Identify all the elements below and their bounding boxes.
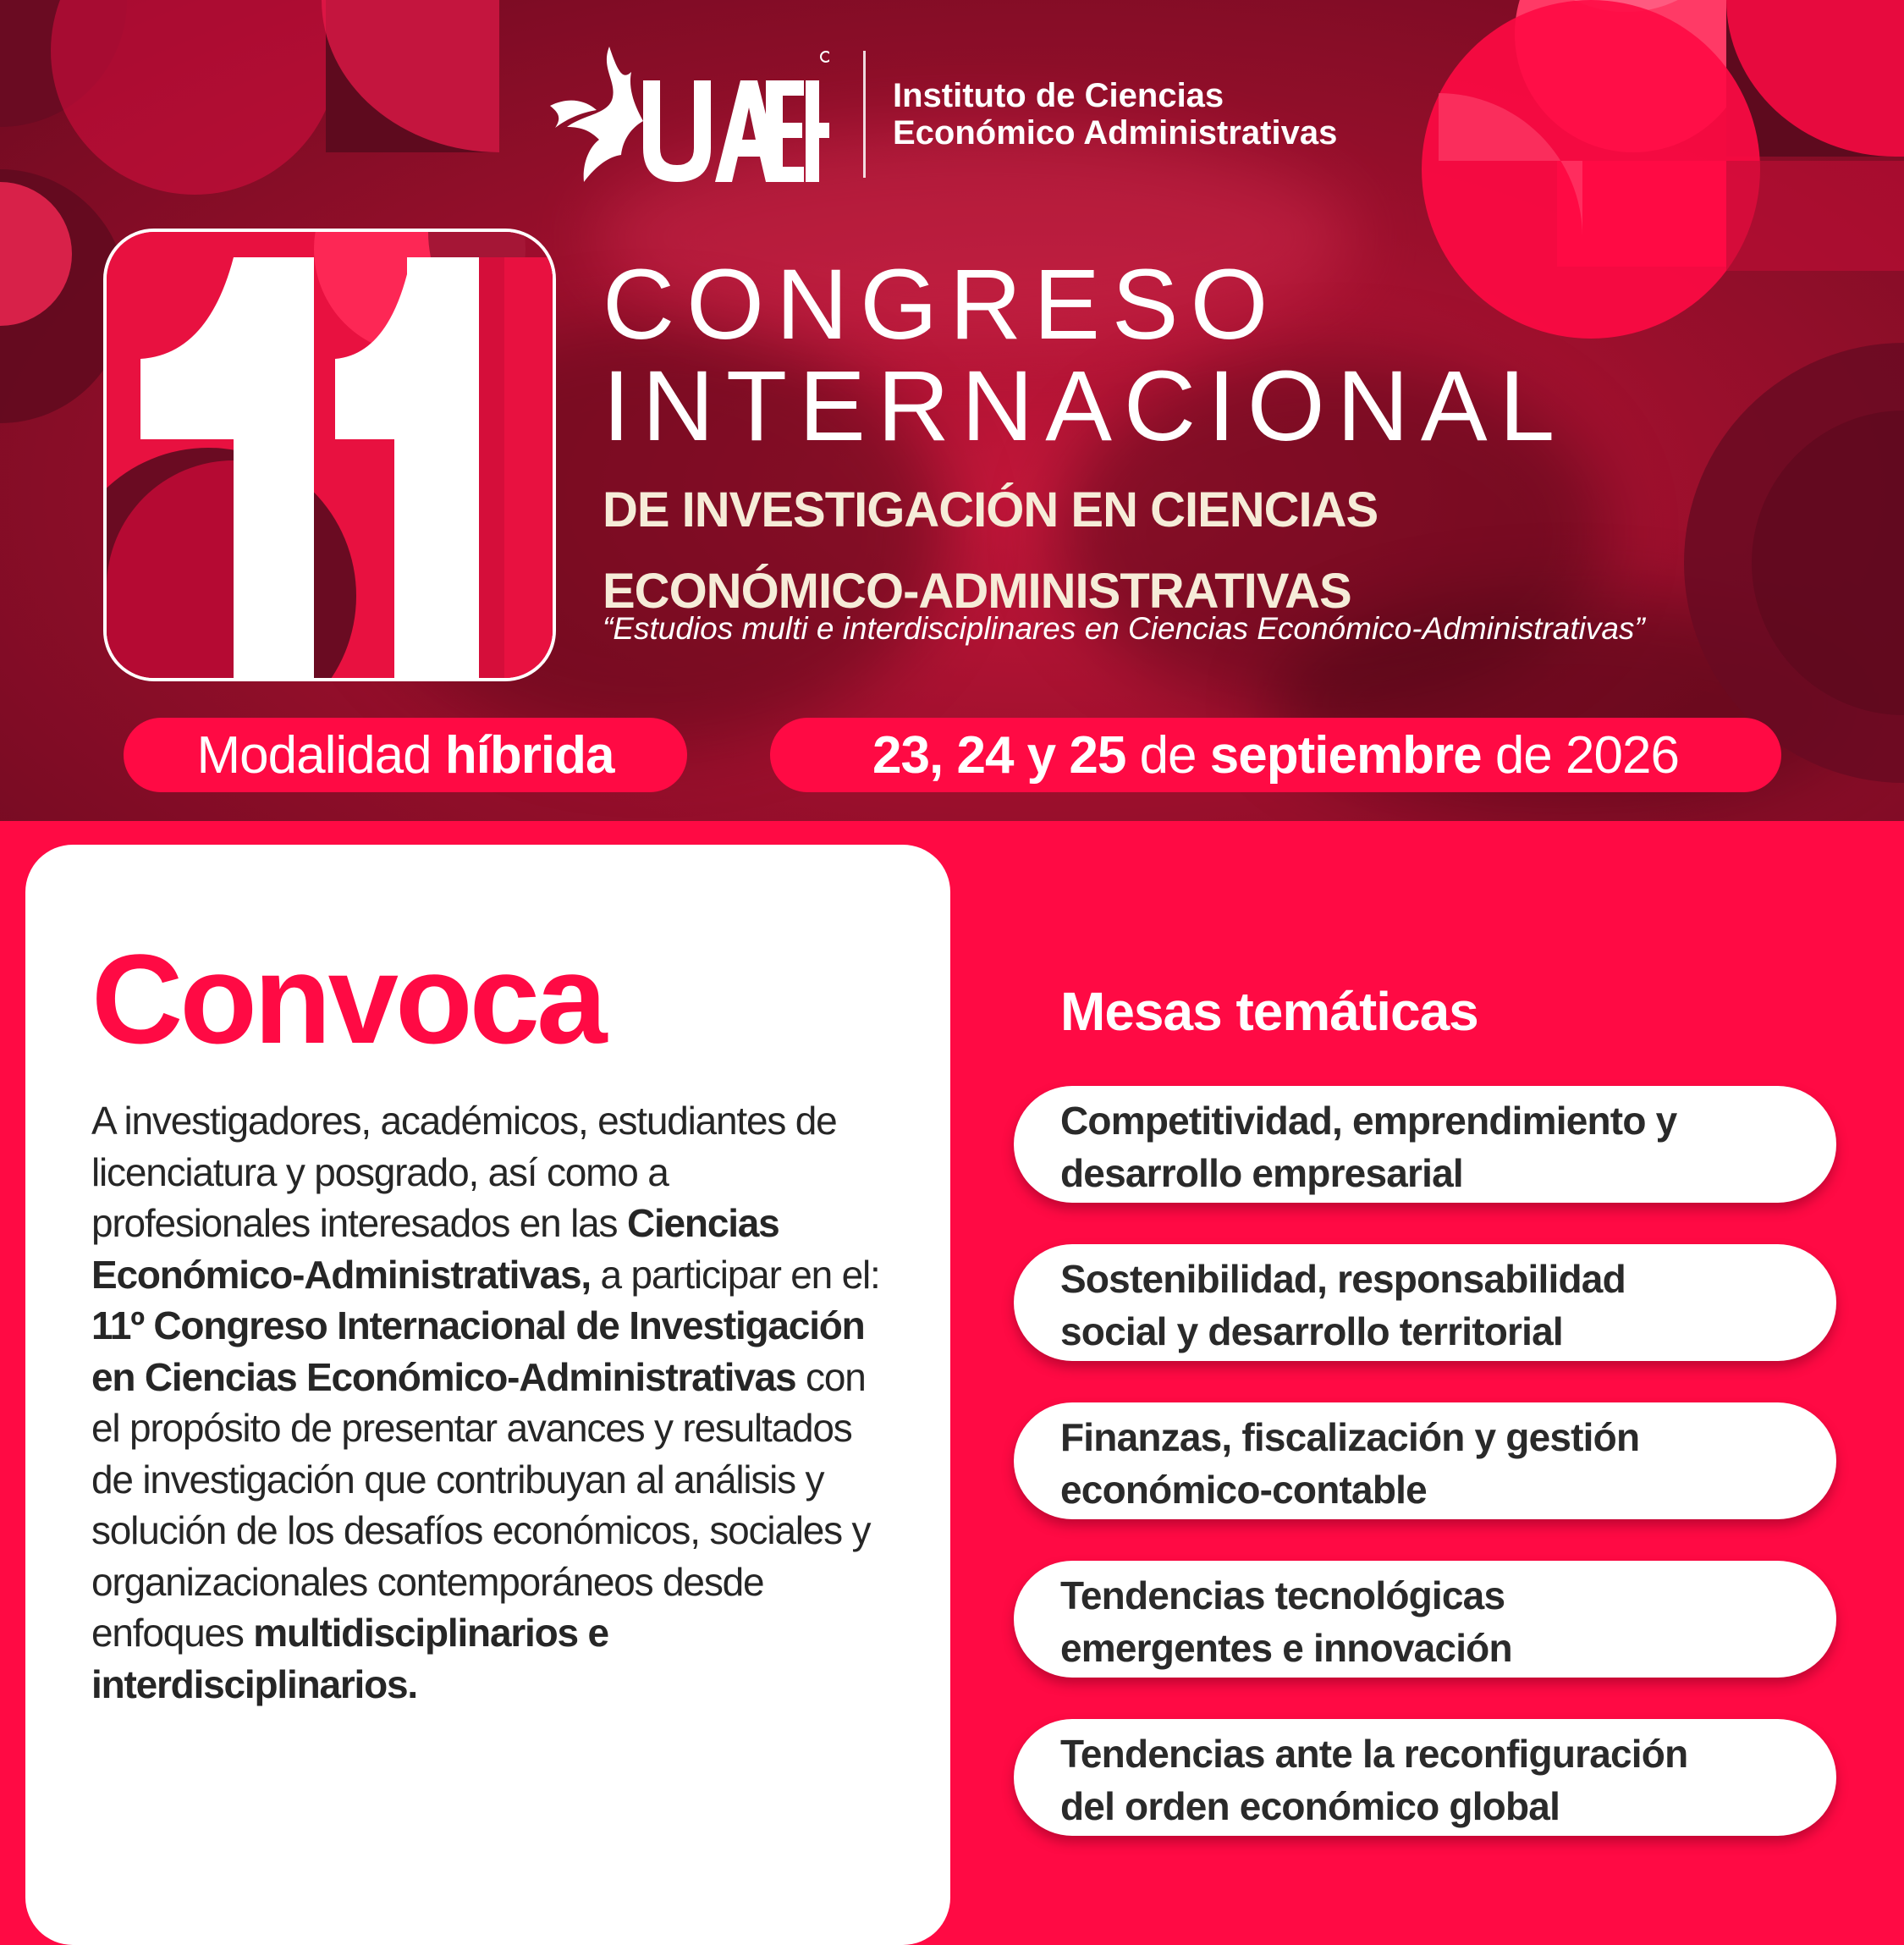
- modality-pill: [124, 718, 687, 792]
- institute-name: [893, 77, 1337, 152]
- logo-divider: [863, 51, 866, 178]
- modality-prefix: Modalidad: [196, 725, 432, 785]
- modality-value: híbrida: [444, 725, 614, 785]
- convoca-highlight: Ciencias Económico-Administrativas,: [91, 1201, 779, 1297]
- hero-banner: [0, 0, 1904, 821]
- header-logo-row: [550, 47, 1337, 182]
- edition-number-badge: [103, 229, 556, 681]
- institute-name-line2: Económico Administrativas: [893, 114, 1338, 152]
- thematic-table-label: Sostenibilidad, responsabilidad social y desarrollo territorial: [1060, 1257, 1626, 1353]
- institute-name-line1: Instituto de Ciencias: [893, 77, 1224, 114]
- date-month: septiembre: [1209, 725, 1482, 785]
- congress-subtitle: [603, 470, 1378, 632]
- uaeh-logo-icon: [550, 47, 829, 182]
- congress-title: [603, 249, 1567, 462]
- date-year: 2026: [1566, 725, 1679, 785]
- thematic-table-item: [1014, 1244, 1836, 1361]
- thematic-table-label: Competitividad, emprendimiento y desarrollo empresarial: [1060, 1099, 1677, 1195]
- thematic-table-label: Finanzas, fiscalización y gestión económico-contable: [1060, 1415, 1640, 1512]
- congress-title-line1: CONGRESO: [603, 249, 1280, 361]
- thematic-tables-title: Mesas temáticas: [1060, 981, 1478, 1042]
- thematic-table-label: Tendencias tecnológicas emergentes e innovación: [1060, 1573, 1512, 1670]
- convoca-highlight: 11º Congreso Internacional de Investigación en Ciencias Económico-Administrativas: [91, 1303, 865, 1399]
- date-pill: [770, 718, 1781, 792]
- convoca-text: con el propósito de presentar avances y resultados de investigación que contribuyan al análisis y solución de los desafíos económicos, sociales y organizacionales contemporáneos desde enfoques: [91, 1354, 871, 1655]
- edition-number-graphic: [107, 232, 553, 678]
- congress-tagline: “Estudios multi e interdisciplinares en Ciencias Económico-Administrativas”: [603, 611, 1645, 646]
- convoca-title: Convoca: [91, 928, 604, 1070]
- thematic-table-item: [1014, 1561, 1836, 1678]
- congress-subtitle-line2: ECONÓMICO-ADMINISTRATIVAS: [603, 564, 1351, 619]
- thematic-table-label: Tendencias ante la reconfiguración del orden económico global: [1060, 1732, 1688, 1828]
- congress-subtitle-line1: DE INVESTIGACIÓN EN CIENCIAS: [603, 482, 1378, 537]
- thematic-table-item: [1014, 1402, 1836, 1519]
- thematic-table-item: [1014, 1719, 1836, 1836]
- date-days: 23, 24 y 25: [872, 725, 1126, 785]
- convoca-highlight: multidisciplinarios e interdisciplinarios.: [91, 1611, 608, 1706]
- date-de: de: [1494, 725, 1552, 785]
- thematic-table-item: [1014, 1086, 1836, 1203]
- convoca-body: [91, 1095, 895, 1710]
- congress-title-line2: INTERNACIONAL: [603, 350, 1567, 462]
- convoca-text: A investigadores, académicos, estudiantes de licenciatura y posgrado, así como a profesionales interesados en las: [91, 1099, 837, 1245]
- date-de: de: [1139, 725, 1197, 785]
- convoca-text: a participar en el:: [600, 1252, 880, 1297]
